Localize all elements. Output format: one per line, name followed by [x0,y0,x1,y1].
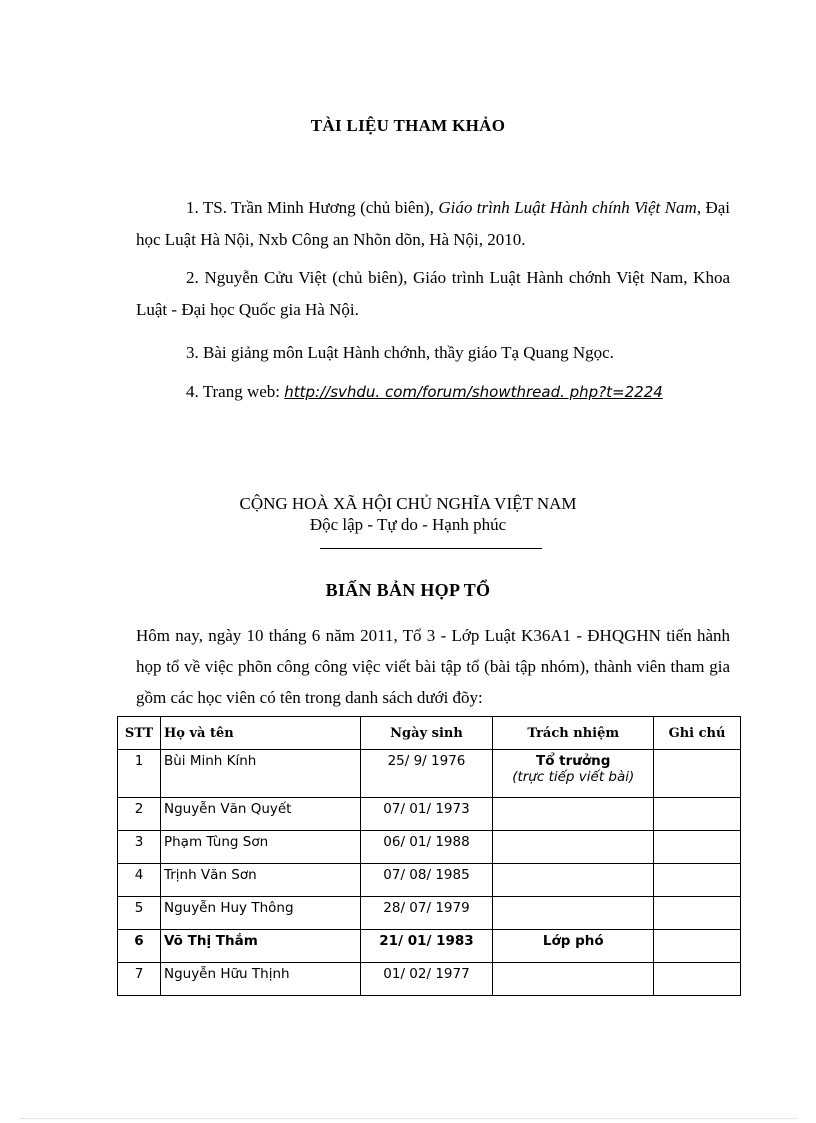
cell-dob: 25/ 9/ 1976 [360,750,493,798]
reference-text: Nguyễn Cửu Việt (chủ biên), Giáo trình Luật Hành chớnh Việt Nam, Khoa Luật - Đại học Quốc gia Hà Nội. [136,268,730,319]
cell-stt: 7 [118,963,161,996]
cell-role [493,963,654,996]
table-row [118,864,741,897]
table-row [118,750,741,798]
national-header: CỘNG HOÀ XÃ HỘI CHỦ NGHĨA VIỆT NAM [239,494,577,513]
role-note: (trực tiếp viết bài) [512,769,635,785]
reference-publisher: , Đại học Luật Hà Nội, Nxb Công an Nhõn dõn, Hà Nội, 2010. [136,198,731,249]
cell-name: Trịnh Văn Sơn [160,864,360,897]
header-name: Họ và tên [160,717,360,750]
cell-name: Nguyễn Văn Quyết [160,798,360,831]
reference-number: 1. [186,198,199,217]
cell-stt: 3 [118,831,161,864]
reference-book-title: Giáo trình Luật Hành chính Việt Nam [438,198,697,217]
cell-note [654,897,741,930]
cell-note [654,963,741,996]
cell-name: Nguyễn Hữu Thịnh [160,963,360,996]
cell-note [654,930,741,963]
table-row [118,831,741,864]
cell-dob: 28/ 07/ 1979 [360,897,493,930]
cell-note [654,831,741,864]
reference-number: 2. [186,268,199,287]
reference-label: Trang web: [202,382,280,401]
cell-role [493,831,654,864]
header-dob: Ngày sinh [360,717,493,750]
reference-number: 3. [186,343,199,362]
cell-dob: 07/ 08/ 1985 [360,864,493,897]
table-row [118,930,741,963]
header-role: Trách nhiệm [493,717,654,750]
cell-name: Nguyễn Huy Thông [160,897,360,930]
minutes-title: BIẤN BẢN HỌP TỔ [325,580,491,600]
cell-name: Phạm Tùng Sơn [160,831,360,864]
reference-item-4 [136,376,730,408]
cell-name: Bùi Minh Kính [160,750,360,798]
reference-text: Bài giảng môn Luật Hành chớnh, thầy giáo Tạ Quang Ngọc. [203,343,614,362]
cell-note [654,750,741,798]
reference-link[interactable]: http://svhdu. com/forum/showthread. php?t=2224 [284,383,663,401]
motto-underline [320,548,542,549]
cell-stt: 6 [118,930,161,963]
cell-role [493,750,654,798]
cell-dob: 07/ 01/ 1973 [360,798,493,831]
reference-number: 4. [186,382,199,401]
page-footer-rule [20,1118,796,1119]
cell-stt: 1 [118,750,161,798]
cell-stt: 4 [118,864,161,897]
reference-author: TS. Trần Minh Hương (chủ biên), [202,198,434,217]
reference-item-3 [136,337,730,369]
table-header-row [118,717,741,750]
table-row [118,963,741,996]
cell-stt: 5 [118,897,161,930]
cell-stt: 2 [118,798,161,831]
role-title: Tổ trưởng [536,753,611,769]
cell-dob: 06/ 01/ 1988 [360,831,493,864]
minutes-intro: Hôm nay, ngày 10 tháng 6 năm 2011, Tổ 3 - Lớp Luật K36A1 - ĐHQGHN tiến hành họp tổ về việc phõn công công việc viết bài tập tổ (bài tập nhóm), thành viên tham gia gồm các học viên có tên trong danh sách dưới đõy: [136,626,730,707]
table-row [118,798,741,831]
national-motto: Độc lập - Tự do - Hạnh phúc [309,515,507,534]
cell-dob: 01/ 02/ 1977 [360,963,493,996]
cell-name: Võ Thị Thắm [160,930,360,963]
cell-note [654,798,741,831]
header-stt: STT [118,717,161,750]
cell-dob: 21/ 01/ 1983 [360,930,493,963]
references-title: TÀI LIỆU THAM KHẢO [310,116,506,135]
cell-role [493,864,654,897]
cell-role [493,897,654,930]
table-row [118,897,741,930]
members-table [117,716,741,996]
cell-role: Lớp phó [493,930,654,963]
header-note: Ghi chú [654,717,741,750]
reference-item-1 [136,192,730,256]
cell-role [493,798,654,831]
reference-item-2 [136,262,730,326]
cell-note [654,864,741,897]
